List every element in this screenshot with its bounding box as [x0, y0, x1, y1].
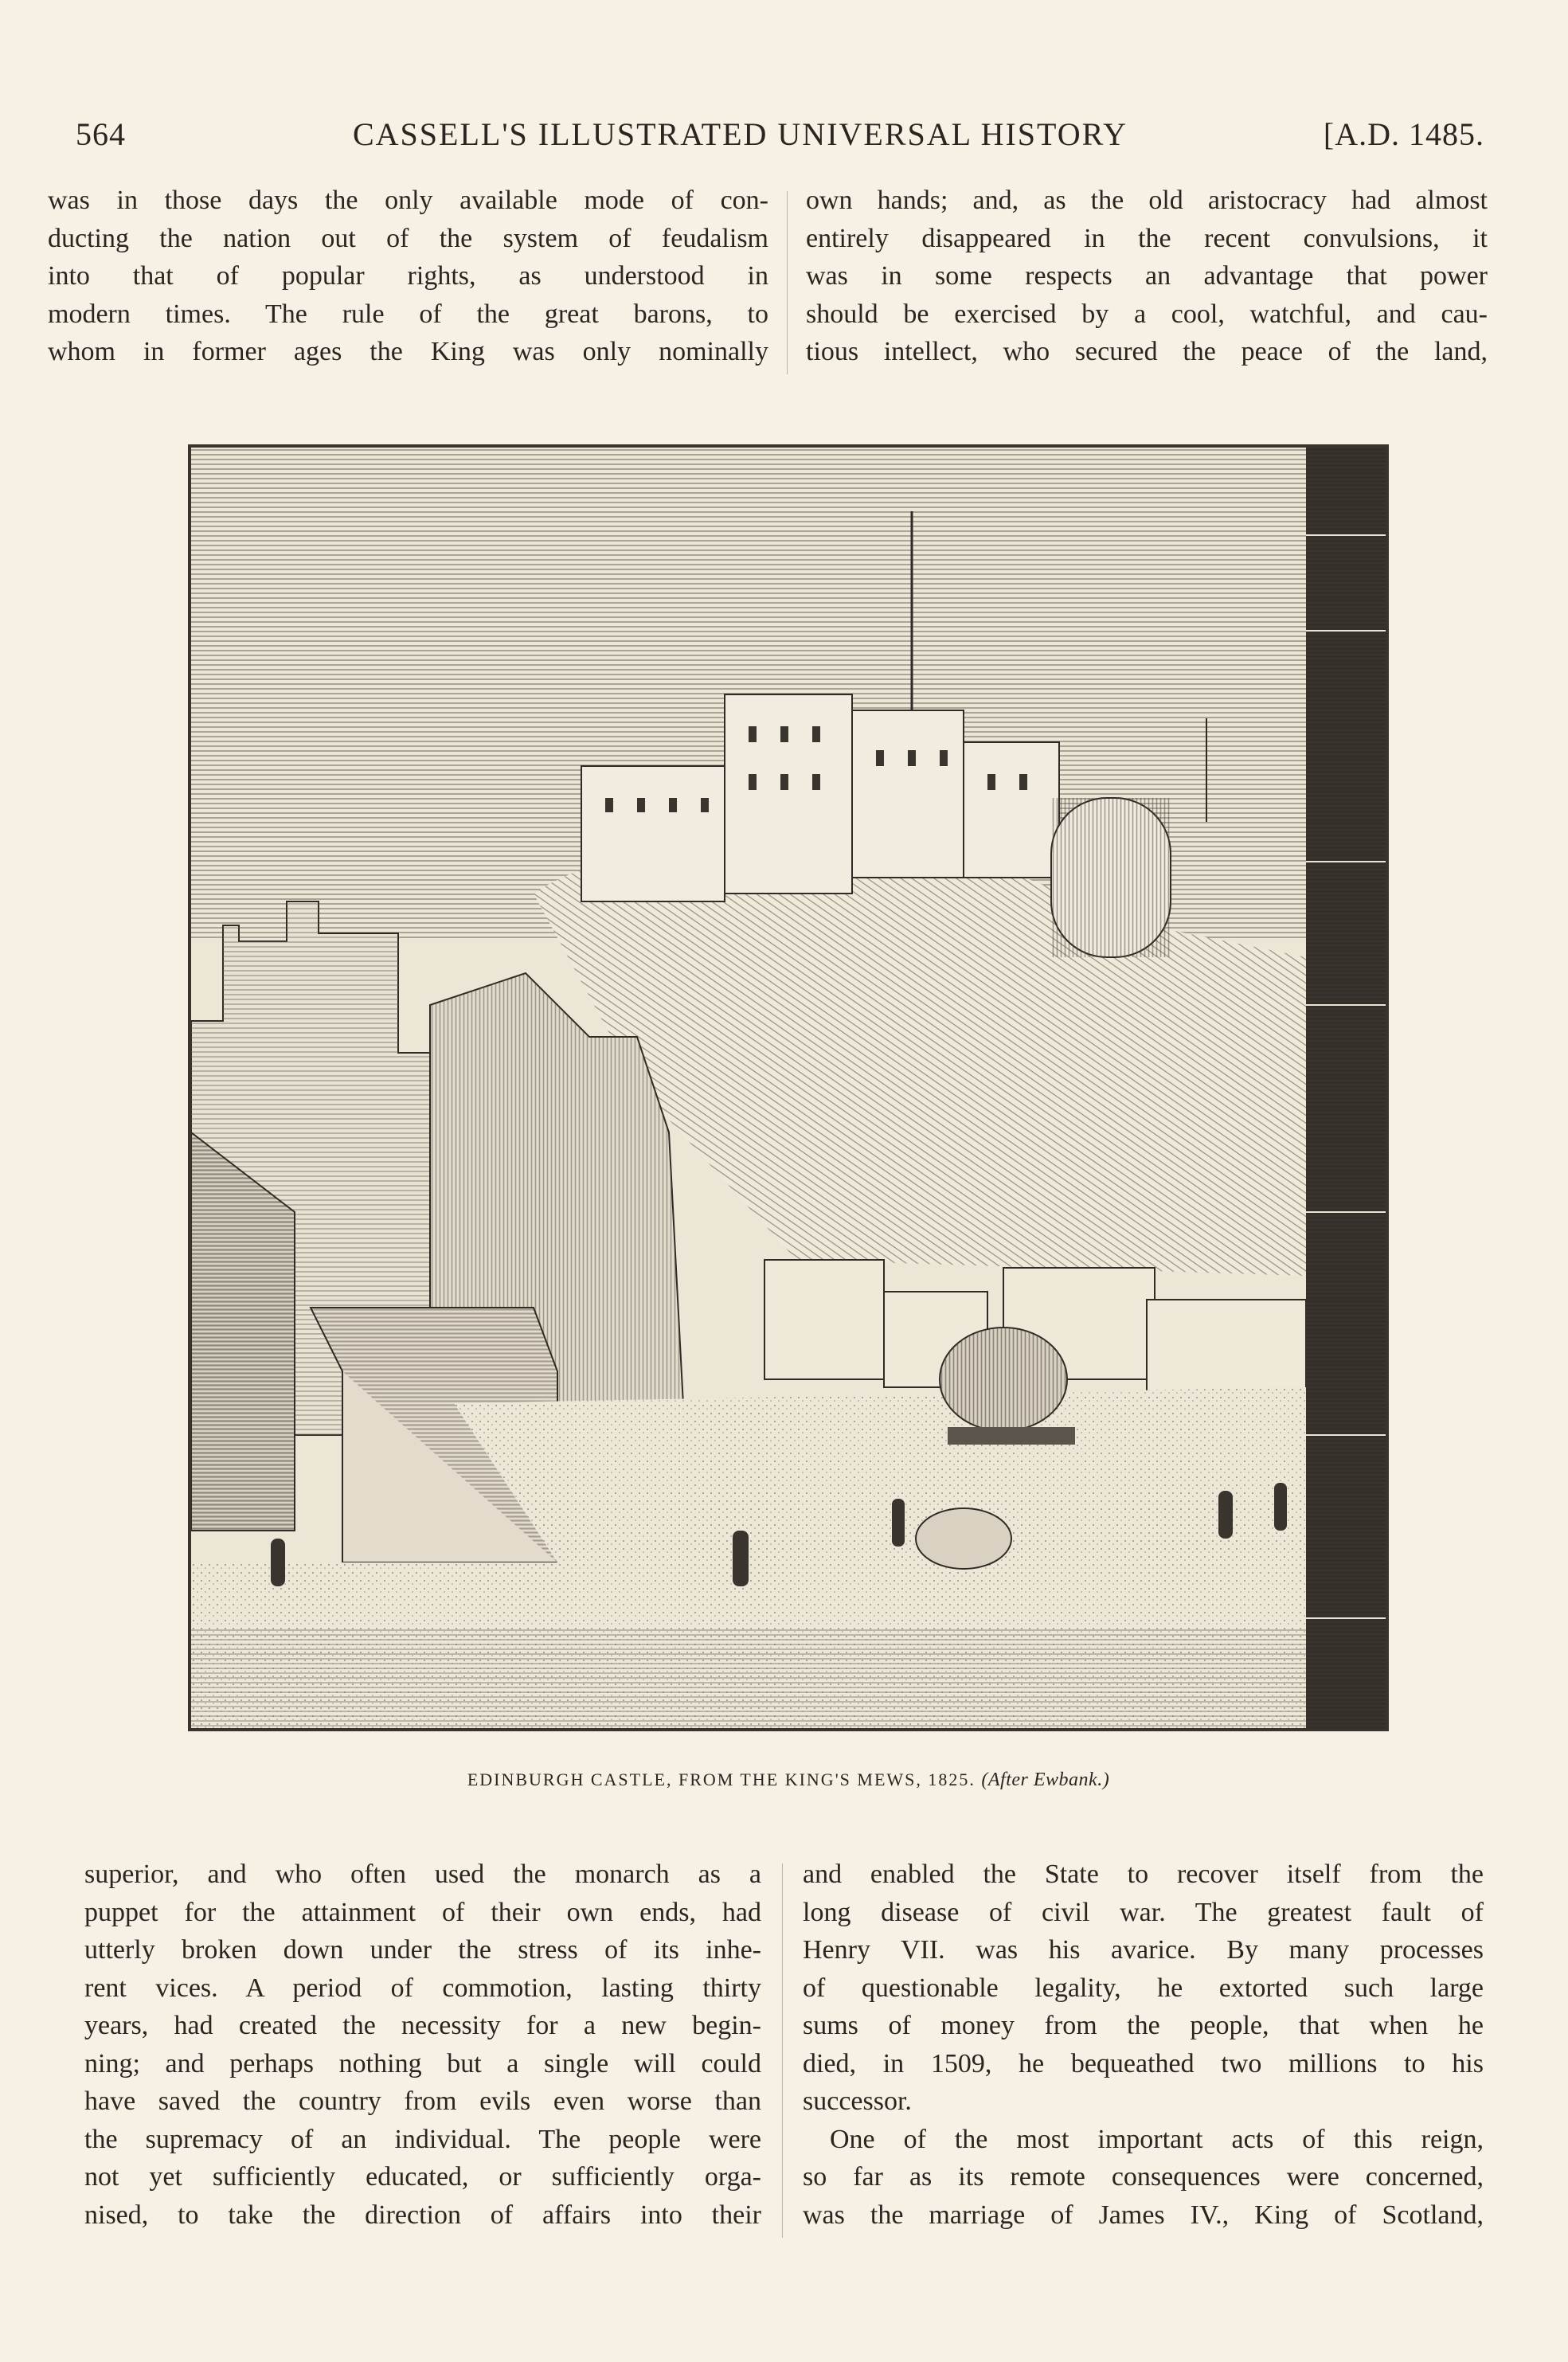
column-divider — [782, 1863, 783, 2238]
text-line: rent vices. A period of commotion, lasting thirty — [84, 1973, 761, 2003]
text-line: entirely disappeared in the recent convulsions, it — [806, 223, 1488, 253]
text-line: long disease of civil war. The greatest fault of — [803, 1897, 1484, 1927]
text-line: One of the most important acts of this reign, — [830, 2124, 1484, 2154]
text-line: successor. — [803, 2086, 912, 2116]
caption-credit: (After Ewbank.) — [981, 1770, 1110, 1790]
text-line: was in those days the only available mode of con- — [48, 186, 768, 215]
text-line: not yet sufficiently educated, or sufficiently orga- — [84, 2162, 761, 2192]
text-line: into that of popular rights, as understood in — [48, 261, 768, 291]
text-line: was in some respects an advantage that power — [806, 261, 1488, 291]
edinburgh-castle-engraving — [188, 444, 1389, 1731]
text-line: sums of money from the people, that when he — [803, 2011, 1484, 2040]
column-divider — [787, 191, 788, 374]
text-line: died, in 1509, he bequeathed two millions to his — [803, 2048, 1484, 2078]
top-left-column — [48, 182, 768, 371]
running-header — [76, 110, 1484, 158]
text-line: own hands; and, as the old aristocracy had almost — [806, 186, 1488, 215]
text-line: superior, and who often used the monarch as a — [84, 1859, 761, 1889]
header-date: [A.D. 1485. — [1323, 115, 1484, 152]
text-line: so far as its remote consequences were concerned, — [803, 2162, 1484, 2192]
text-line: ning; and perhaps nothing but a single will could — [84, 2048, 761, 2078]
text-line: years, had created the necessity for a new begin- — [84, 2011, 761, 2040]
text-line: was the marriage of James IV., King of Scotland, — [803, 2200, 1484, 2230]
bottom-right-column — [803, 1856, 1484, 2234]
figure-caption — [188, 1770, 1389, 1791]
text-line: should be exercised by a cool, watchful, and cau- — [806, 299, 1488, 329]
text-line: nised, to take the direction of affairs into their — [84, 2200, 761, 2230]
text-line: whom in former ages the King was only nominally — [48, 337, 768, 366]
text-line: modern times. The rule of the great barons, to — [48, 299, 768, 329]
caption-title: EDINBURGH CASTLE, FROM THE KING'S MEWS, 1825. — [467, 1770, 976, 1789]
text-line: and enabled the State to recover itself from the — [803, 1859, 1484, 1889]
top-right-column — [806, 182, 1488, 371]
text-line: utterly broken down under the stress of its inhe- — [84, 1935, 761, 1965]
running-title: CASSELL'S ILLUSTRATED UNIVERSAL HISTORY — [352, 115, 1128, 152]
text-line: ducting the nation out of the system of feudalism — [48, 223, 768, 253]
text-line: of questionable legality, he extorted such large — [803, 1973, 1484, 2003]
page-number: 564 — [76, 115, 126, 152]
text-line: tious intellect, who secured the peace of the land, — [806, 337, 1488, 366]
text-line: have saved the country from evils even worse than — [84, 2086, 761, 2116]
engraving-illustration — [191, 448, 1386, 1728]
text-line: the supremacy of an individual. The people were — [84, 2124, 761, 2154]
text-line: Henry VII. was his avarice. By many processes — [803, 1935, 1484, 1965]
bottom-left-column — [84, 1856, 761, 2234]
text-line: puppet for the attainment of their own ends, had — [84, 1897, 761, 1927]
